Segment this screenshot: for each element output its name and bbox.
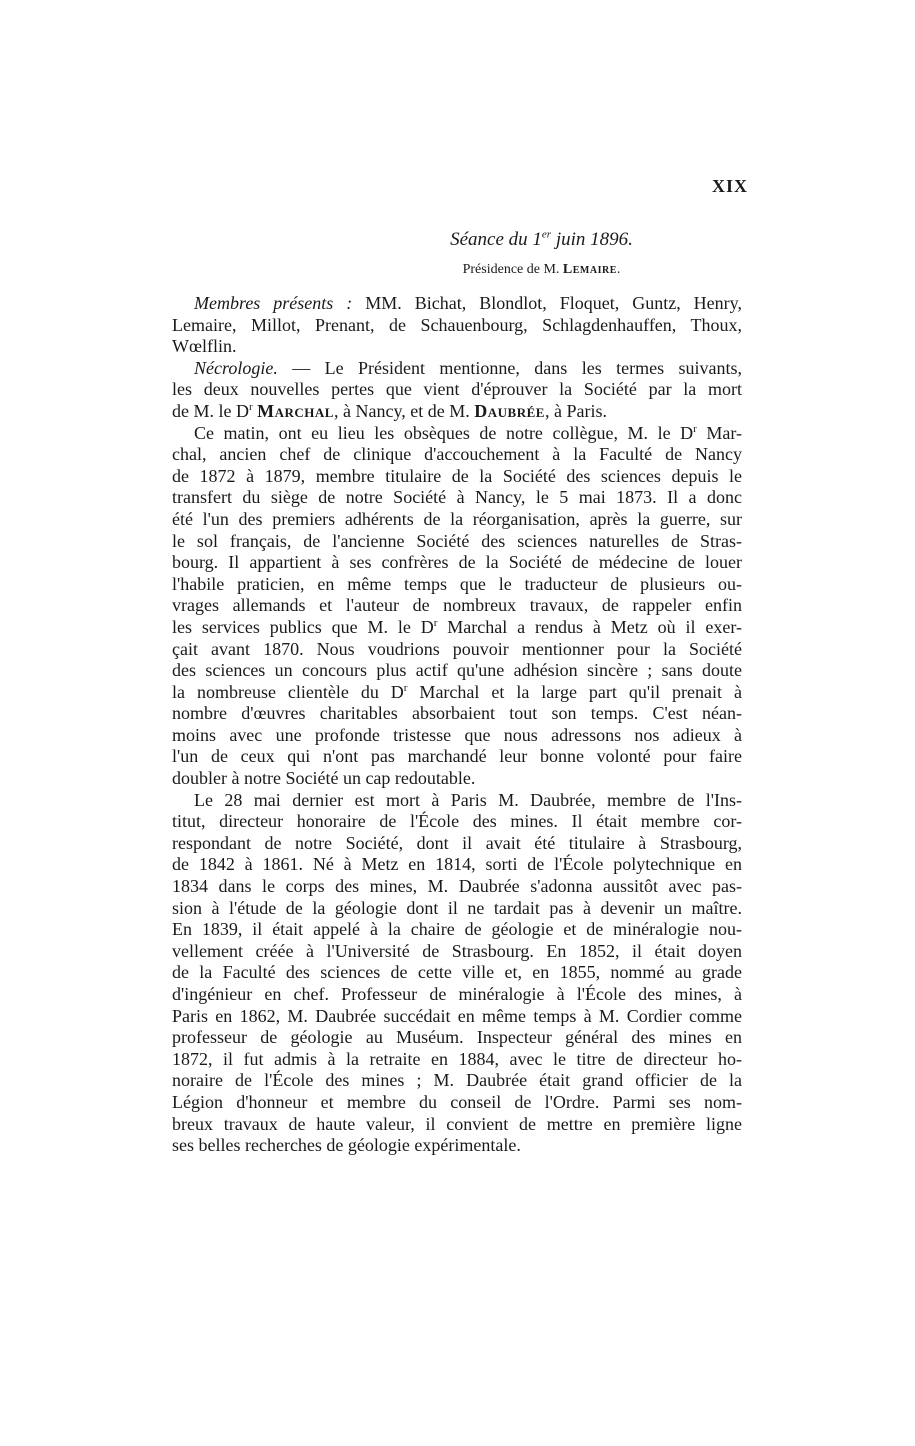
text-segment: Lemaire, Millot, Prenant, de Schauenbourg, Schlagdenhauffen, Thoux, [172, 314, 742, 335]
text-line [172, 876, 742, 898]
italic-term: Membres présents : [194, 293, 353, 313]
text-line [172, 703, 742, 725]
text-segment: vrages allemands et l'auteur de nombreux travaux, de rappeler enfin [172, 595, 742, 616]
text-segment: çait avant 1870. Nous voudrions pouvoir mentionner pour la Société [172, 638, 742, 659]
text-segment: En 1839, il était appelé à la chaire de géologie et de minéralogie nou- [172, 919, 742, 940]
text-segment: Marchal a rendus à Metz où il exer- [437, 616, 743, 637]
text-segment: MM. Bichat, Blondlot, Floquet, Guntz, Henry, [352, 293, 742, 313]
text-line [172, 811, 742, 833]
text-line [172, 293, 742, 315]
text-line [172, 617, 742, 639]
text-segment: d'ingénieur en chef. Professeur de minéralogie à l'École des mines, à [172, 984, 742, 1004]
text-line [172, 660, 742, 682]
text-line [172, 639, 742, 661]
superscript: r [403, 681, 408, 694]
text-segment: doubler à notre Société un cap redoutable. [172, 768, 476, 789]
text-line [172, 1135, 742, 1157]
text-line [172, 898, 742, 920]
text-segment: , à Nancy, et de M. [333, 400, 475, 421]
page-number: XIX [712, 176, 749, 196]
session-heading-sup: er [541, 228, 552, 241]
text-line [172, 1049, 742, 1071]
text-segment: de 1872 à 1879, membre titulaire de la Société des sciences depuis le [172, 465, 742, 486]
text-line [172, 379, 742, 401]
text-segment: vellement créée à l'Université de Strasbourg. En 1852, il était doyen [172, 940, 742, 961]
session-heading [0, 229, 915, 251]
text-segment: de M. le D [172, 400, 249, 421]
text-line [172, 509, 742, 531]
text-segment: Marchal et la large part qu'il prenait à [407, 681, 742, 702]
text-segment: Paris en 1862, M. Daubrée succédait en même temps à M. Cordier comme [172, 1005, 742, 1026]
text-line [172, 919, 742, 941]
text-line [172, 466, 742, 488]
text-line [172, 358, 742, 380]
text-line [172, 725, 742, 747]
text-segment: l'habile praticien, en même temps que le traducteur de plusieurs ou- [172, 573, 742, 594]
text-line [172, 423, 742, 445]
presidence-line [0, 262, 915, 278]
person-name: Marchal [257, 400, 334, 421]
text-line [172, 790, 742, 812]
text-line [172, 574, 742, 596]
presidence-name: Lemaire [562, 262, 617, 277]
text-line [172, 315, 742, 337]
text-line [172, 487, 742, 509]
text-segment: de 1842 à 1861. Né à Metz en 1814, sorti de l'École polytechnique en [172, 854, 742, 875]
text-segment: des sciences un concours plus actif qu'une adhésion sincère ; sans doute [172, 660, 742, 681]
text-line [172, 1114, 742, 1136]
superscript: r [433, 616, 438, 629]
text-line [172, 1070, 742, 1092]
superscript: r [248, 400, 253, 413]
text-line [172, 552, 742, 574]
text-segment: respondant de notre Société, dont il avait été titulaire à Strasbourg, [172, 832, 742, 853]
text-segment: Le 28 mai dernier est mort à Paris M. Daubrée, membre de l'Ins- [194, 789, 742, 810]
text-segment: le sol français, de l'ancienne Société des sciences naturelles de Stras- [172, 530, 742, 551]
text-segment: les services publics que M. le D [172, 616, 434, 637]
text-line [172, 833, 742, 855]
text-segment: nombre d'œuvres charitables absorbaient tout son temps. C'est néan- [172, 703, 742, 724]
text-segment: été l'un des premiers adhérents de la réorganisation, après la guerre, sur [172, 508, 742, 529]
text-segment: professeur de géologie au Muséum. Inspecteur général des mines en [172, 1027, 742, 1048]
text-segment: transfert du siège de notre Société à Nancy, le 5 mai 1873. Il a donc [172, 487, 742, 508]
text-segment: bourg. Il appartient à ses confrères de la Société de médecine de louer [172, 552, 742, 573]
text-segment: chal, ancien chef de clinique d'accouchement à la Faculté de Nancy [172, 444, 742, 465]
text-line [172, 401, 742, 423]
text-line [172, 682, 742, 704]
text-segment: breux travaux de haute valeur, il convient de mettre en première ligne [172, 1113, 742, 1134]
text-segment: ses belles recherches de géologie expérimentale. [172, 1135, 521, 1156]
text-line [172, 531, 742, 553]
text-line [172, 962, 742, 984]
text-segment: 1872, il fut admis à la retraite en 1884, avec le titre de directeur ho- [172, 1048, 742, 1069]
text-segment: Légion d'honneur et membre du conseil de l'Ordre. Parmi ses nom- [172, 1091, 742, 1112]
session-heading-post: juin 1896. [551, 229, 633, 250]
text-line [172, 595, 742, 617]
text-line [172, 1027, 742, 1049]
session-heading-pre: Séance du 1 [450, 229, 542, 250]
text-line [172, 854, 742, 876]
text-segment: Mar- [696, 422, 742, 443]
text-segment: moins avec une profonde tristesse que nous adressons nos adieux à [172, 724, 742, 745]
text-segment: Ce matin, ont eu lieu les obsèques de notre collègue, M. le D [194, 422, 694, 443]
superscript: r [693, 422, 697, 435]
text-segment: les deux nouvelles pertes que vient d'éprouver la Société par la mort [172, 379, 742, 400]
text-line [172, 1092, 742, 1114]
person-name: Daubrée [474, 400, 545, 421]
text-segment: — Le Président mentionne, dans les termes suivants, [277, 357, 742, 378]
text-segment: la nombreuse clientèle du D [172, 681, 404, 702]
text-segment: l'un de ceux qui n'ont pas marchandé leur bonne volonté pour faire [172, 746, 742, 767]
text-segment: , à Paris. [544, 400, 607, 421]
presidence-post: . [616, 262, 621, 277]
text-segment: Wœlflin. [172, 336, 237, 357]
presidence-pre: Présidence de M. [462, 262, 563, 277]
text-line [172, 746, 742, 768]
text-line [172, 984, 742, 1006]
text-segment: titut, directeur honoraire de l'École des mines. Il était membre cor- [172, 811, 742, 832]
text-line [172, 1006, 742, 1028]
text-line [172, 336, 742, 358]
text-line [172, 444, 742, 466]
text-line [172, 941, 742, 963]
text-segment: 1834 dans le corps des mines, M. Daubrée s'adonna aussitôt avec pas- [172, 876, 742, 897]
text-segment: sion à l'étude de la géologie dont il ne tardait pas à devenir un maître. [172, 897, 742, 918]
text-line [172, 768, 742, 790]
text-segment: noraire de l'École des mines ; M. Daubrée était grand officier de la [172, 1070, 742, 1091]
italic-term: Nécrologie. [194, 357, 278, 378]
text-segment: de la Faculté des sciences de cette ville et, en 1855, nommé au grade [172, 962, 742, 983]
body-text [172, 293, 742, 1157]
